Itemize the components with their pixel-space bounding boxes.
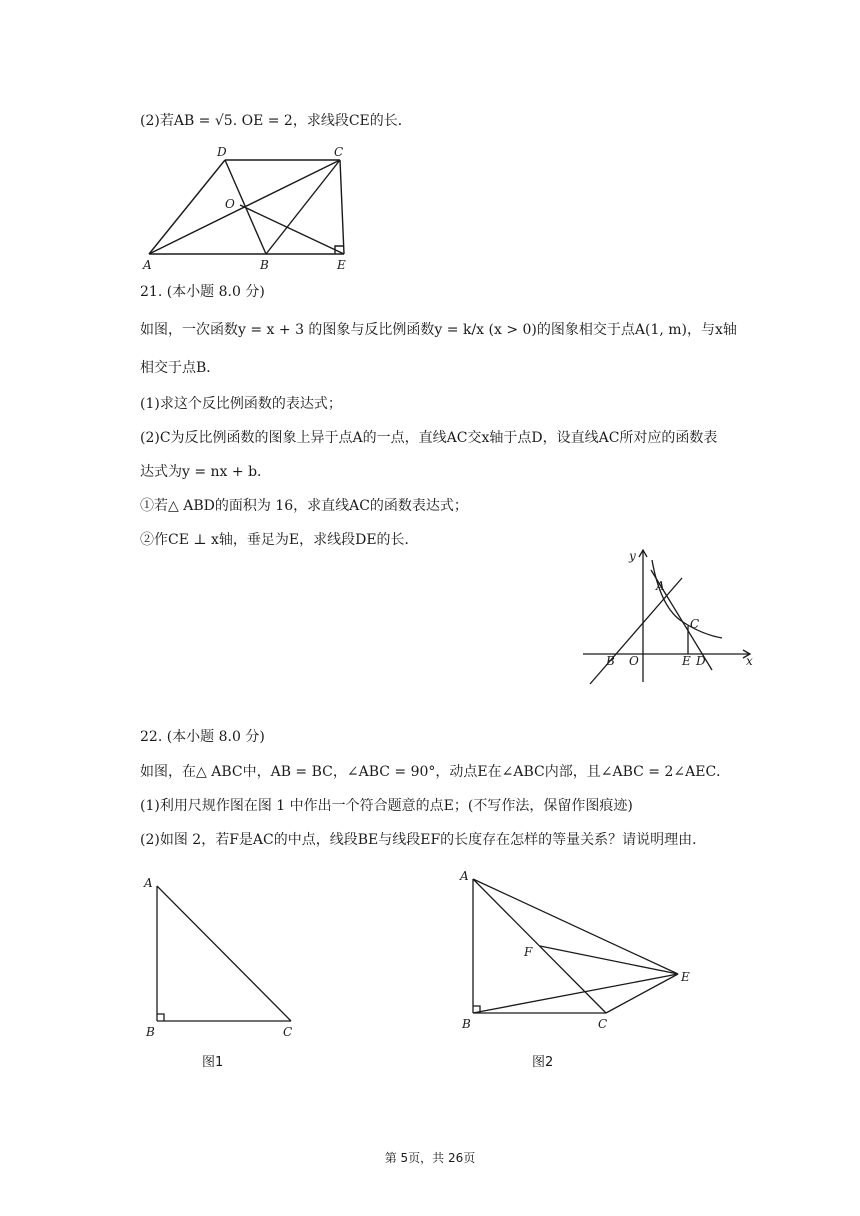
segment-ce <box>606 974 678 1013</box>
fig1-label-a: A <box>144 876 153 890</box>
fig2-label-c: C <box>598 1017 608 1031</box>
label-b: B <box>606 654 615 668</box>
fig1-label-b: B <box>146 1025 155 1039</box>
q20-part2: (2)若AB = √5. OE = 2，求线段CE的长． <box>140 113 412 129</box>
fig2-label-f: F <box>524 945 533 959</box>
axis-label-y: y <box>629 549 636 563</box>
q21-sub2: ②作CE ⊥ x轴，垂足为E，求线段DE的长． <box>140 532 419 548</box>
label-e: E <box>682 654 691 668</box>
page-footer: 第 5页，共 26页 <box>384 1151 476 1165</box>
fig2-caption: 图2 <box>532 1055 554 1070</box>
label-e: E <box>337 258 346 272</box>
fig1-caption: 图1 <box>202 1055 224 1070</box>
label-c: C <box>334 145 344 159</box>
q21-part2-line2: 达式为y = nx + b． <box>140 464 272 480</box>
q21-header: 21. (本小题 8.0 分) <box>140 284 265 300</box>
segment-fe <box>540 946 678 974</box>
q21-part1: (1)求这个反比例函数的表达式； <box>140 396 342 412</box>
segment-ac <box>473 879 606 1013</box>
label-d: D <box>696 654 706 668</box>
q21-sub1: ①若△ ABD的面积为 16，求直线AC的函数表达式； <box>140 498 468 514</box>
fig2-label-a: A <box>460 869 469 883</box>
segment-ae <box>473 879 678 974</box>
label-a: A <box>143 258 152 272</box>
q22-header: 22. (本小题 8.0 分) <box>140 729 265 745</box>
axis-label-x: x <box>746 654 753 668</box>
q22-part1: (1)利用尺规作图在图 1 中作出一个符合题意的点E；(不写作法，保留作图痕迹) <box>140 798 633 814</box>
q21-stem-line1: 如图，一次函数y = x + 3 的图象与反比例函数y = k/x (x > 0)的图象相交于点A(1, m)，与x轴 <box>140 322 737 338</box>
q21-stem-line2: 相交于点B． <box>140 360 221 376</box>
label-o: O <box>225 197 235 211</box>
q22-part2: (2)如图 2，若F是AC的中点，线段BE与线段EF的长度存在怎样的等量关系？请说明理由． <box>140 832 707 848</box>
label-b: B <box>260 258 269 272</box>
q21-part2-line1: (2)C为反比例函数的图象上异于点A的一点，直线AC交x轴于点D，设直线AC所对应的函数表 <box>140 430 718 446</box>
fig1-label-c: C <box>283 1025 293 1039</box>
segment-be <box>473 974 678 1013</box>
label-c: C <box>690 617 700 631</box>
fig2-label-b: B <box>462 1017 471 1031</box>
fig2-label-e: E <box>681 970 690 984</box>
label-o: O <box>629 654 639 668</box>
q22-stem: 如图，在△ ABC中，AB = BC，∠ABC = 90°，动点E在∠ABC内部，且∠ABC = 2∠AEC． <box>140 764 731 780</box>
label-d: D <box>217 145 227 159</box>
label-a: A <box>656 579 665 593</box>
